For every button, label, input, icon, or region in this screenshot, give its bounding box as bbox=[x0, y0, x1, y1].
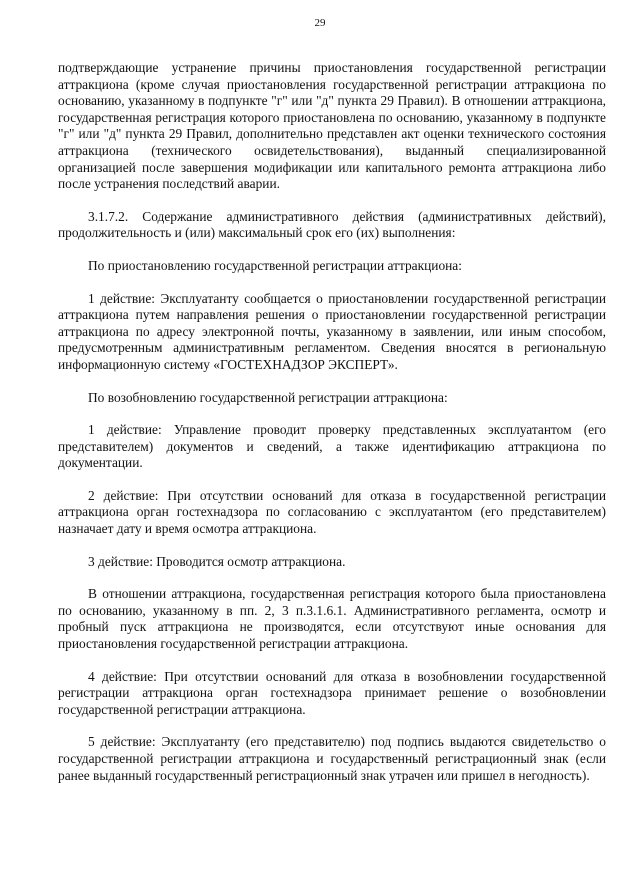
document-body bbox=[58, 60, 606, 784]
paragraph-resumption-action-4: 4 действие: При отсутствии оснований для отказа в возобновлении государственной регистрации аттракциона орган гостехнадзора принимает решение о возобновлении государственной регистрации аттракциона. bbox=[58, 668, 606, 717]
paragraph-section-3-1-7-2: 3.1.7.2. Содержание административного действия (административных действий), продолжительность и (или) максимальный срок его (их) выполнения: bbox=[58, 208, 606, 241]
page-number: 29 bbox=[314, 17, 326, 29]
paragraph-suspension-heading: По приостановлению государственной регистрации аттракциона: bbox=[88, 257, 462, 273]
paragraph-resumption-action-3: 3 действие: Проводится осмотр аттракциона. bbox=[88, 553, 346, 569]
paragraph-resumption-action-2: 2 действие: При отсутствии оснований для отказа в государственной регистрации аттракциона орган гостехнадзора по согласованию с эксплуатантом (его представителем) назначает дату и время осмотра аттракциона. bbox=[58, 487, 606, 537]
paragraph-continuation: подтверждающие устранение причины приостановления государственной регистрации аттракциона (кроме случая приостановления государственной регистрации аттракциона по основанию, указанному в подпункте "г" или "д" пункта 29 Правил). В отношении аттракциона, государственная регистрация которого приостановлена по основанию, указанному в подпункте "г" или "д" пункта 29 Правил, дополнительно представлен акт оценки технического состояния аттракциона (технического освидетельствования), выданный специализированной организацией после завершения модификации или капитального ремонта аттракциона либо после устранения последствий аварии. bbox=[58, 60, 606, 192]
paragraph-suspension-action-1: 1 действие: Эксплуатанту сообщается о приостановлении государственной регистрации аттракциона путем направления решения о приостановлении государственной регистрации аттракциона по адресу электронной почты, указанному в заявлении, или иным способом, предусмотренным административным регламентом. Сведения вносятся в региональную информационную систему «ГОСТЕХНАДЗОР ЭКСПЕРТ». bbox=[58, 290, 606, 372]
paragraph-inspection-exception: В отношении аттракциона, государственная регистрация которого была приостановлена по основанию, указанному в пп. 2, 3 п.3.1.6.1. Административного регламента, осмотр и пробный пуск аттракциона не производятся, если отсутствуют иные основания для приостановления государственной регистрации аттракциона. bbox=[58, 586, 606, 652]
paragraph-resumption-action-1: 1 действие: Управление проводит проверку представленных эксплуатантом (его представителем) документов и сведений, а также идентификацию аттракциона по документации. bbox=[58, 422, 606, 471]
paragraph-resumption-heading: По возобновлению государственной регистрации аттракциона: bbox=[88, 389, 448, 405]
paragraph-resumption-action-5: 5 действие: Эксплуатанту (его представителю) под подпись выдаются свидетельство о государственной регистрации аттракциона и государственный регистрационный знак (если ранее выданный государственный регистрационный знак утрачен или пришел в негодность). bbox=[58, 734, 606, 783]
